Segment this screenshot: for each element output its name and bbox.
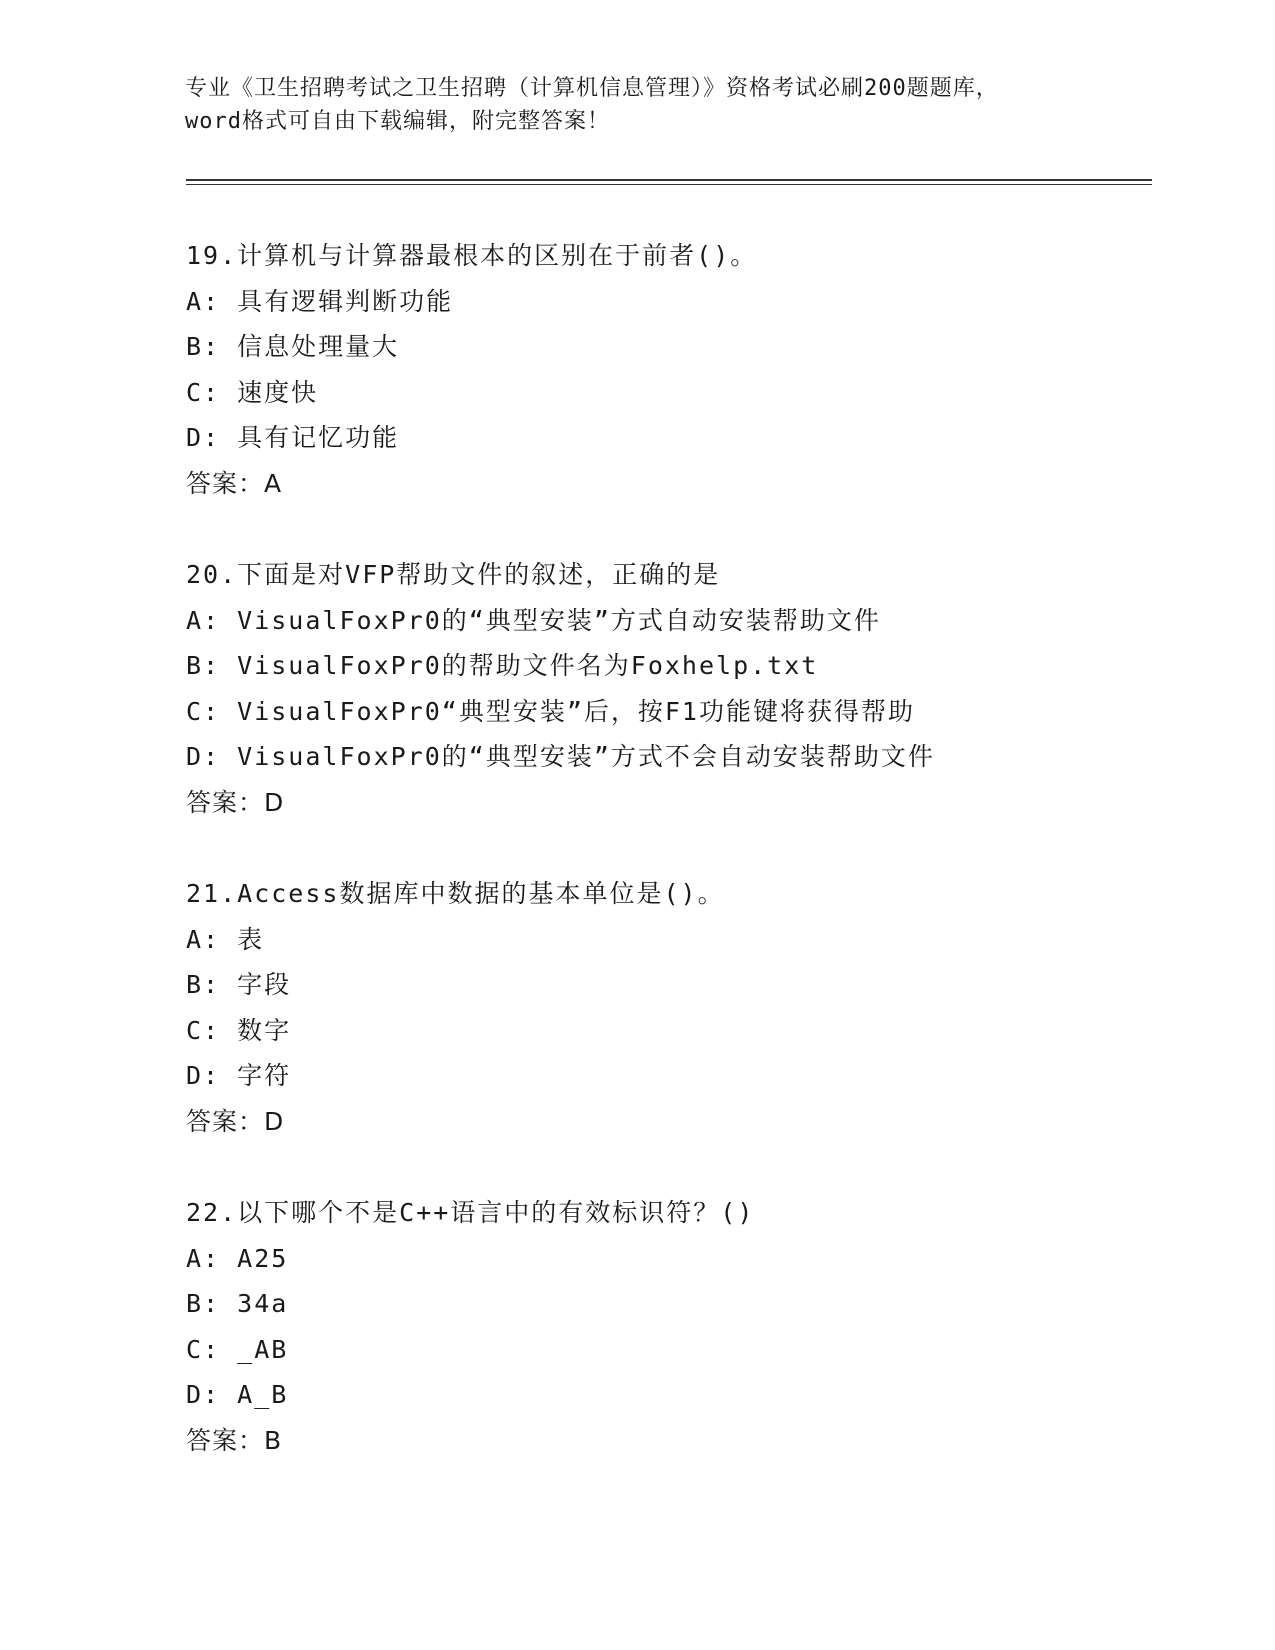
option-a: A: 具有逻辑判断功能 (186, 286, 454, 316)
option-b: B: 信息处理量大 (186, 332, 400, 361)
header-title-line-2: word格式可自由下载编辑，附完整答案！ (185, 109, 610, 134)
answer-line: 答案：A (186, 468, 283, 498)
option-c: C: VisualFoxPr0“典型安装”后，按F1功能键将获得帮助 (186, 696, 915, 726)
option-c: C: 数字 (186, 1015, 292, 1045)
question-stem: 19.计算机与计算器最根本的区别在于前者()。 (186, 241, 758, 270)
header-title-line-1: 专业《卫生招聘考试之卫生招聘（计算机信息管理）》资格考试必刷200题题库， (185, 76, 999, 101)
option-c: C: 速度快 (186, 377, 319, 407)
question-19 (186, 233, 1186, 506)
header-divider-thick (186, 179, 1152, 181)
header-divider-thin (186, 184, 1152, 185)
option-d: D: A_B (186, 1380, 289, 1409)
answer-line: 答案：D (186, 787, 285, 817)
option-a: A: 表 (186, 924, 265, 954)
question-stem: 21.Access数据库中数据的基本单位是()。 (186, 879, 725, 908)
answer-line: 答案：B (186, 1425, 283, 1455)
option-d: D: 具有记忆功能 (186, 423, 400, 452)
option-d: D: 字符 (186, 1061, 292, 1090)
question-stem: 20.下面是对VFP帮助文件的叙述，正确的是 (186, 560, 721, 589)
option-d: D: VisualFoxPr0的“典型安装”方式不会自动安装帮助文件 (186, 742, 935, 771)
option-b: B: 34a (186, 1289, 289, 1318)
document-header (185, 72, 1085, 138)
option-b: B: 字段 (186, 970, 292, 999)
question-20 (186, 552, 1186, 825)
option-c: C: _AB (186, 1334, 289, 1364)
question-21 (186, 871, 1186, 1144)
question-stem: 22.以下哪个不是C++语言中的有效标识符？() (186, 1198, 755, 1227)
option-a: A: VisualFoxPr0的“典型安装”方式自动安装帮助文件 (186, 605, 881, 635)
option-b: B: VisualFoxPr0的帮助文件名为Foxhelp.txt (186, 651, 819, 680)
question-22 (186, 1190, 1186, 1463)
answer-line: 答案：D (186, 1106, 285, 1136)
option-a: A: A25 (186, 1243, 289, 1273)
